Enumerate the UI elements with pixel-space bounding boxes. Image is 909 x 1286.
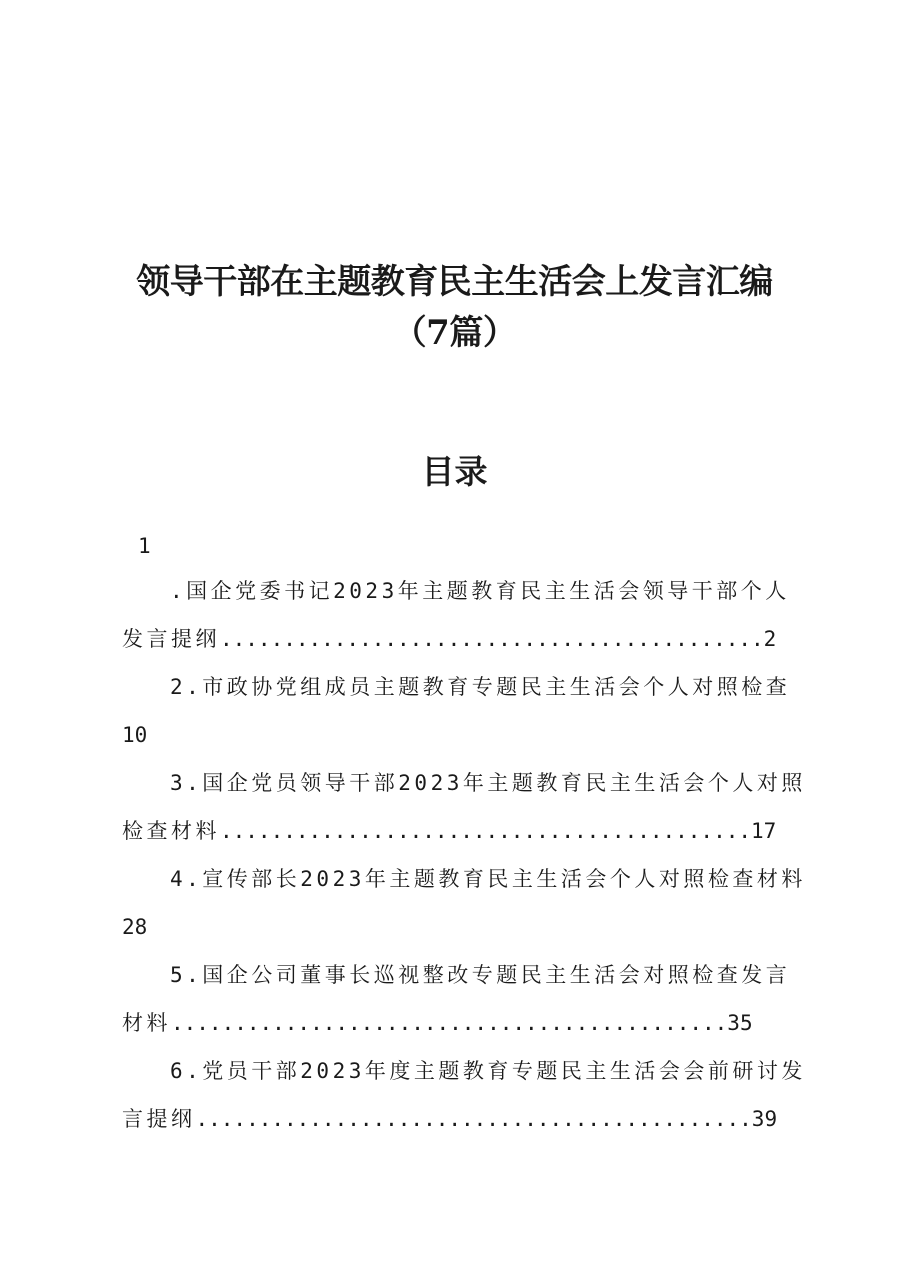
toc-entry-6-page: 39 (751, 1107, 778, 1131)
toc-entry-5-line1[interactable]: 5.国企公司董事长巡视整改专题民主生活会对照检查发言 (170, 963, 791, 987)
toc-entry-3-dots: .......................................... (220, 819, 752, 843)
toc-entry-1-page: 2 (763, 627, 777, 651)
toc-number-1: 1 (138, 534, 151, 558)
toc-entry-6-dots: ............................................ (195, 1107, 752, 1131)
toc-entry-5-dots: ............................................ (171, 1011, 728, 1035)
toc-entry-3-line2[interactable] (122, 821, 776, 842)
toc-entry-2-page: 10 (122, 723, 148, 747)
toc-heading: 目录 (421, 452, 488, 491)
toc-entry-5-line2[interactable] (122, 1013, 753, 1034)
toc-entry-6-text: 言提纲 (122, 1107, 196, 1131)
toc-entry-3-text: 检查材料 (122, 819, 220, 843)
toc-entry-1-line1[interactable]: .国企党委书记2023年主题教育民主生活会领导干部个人 (170, 579, 790, 603)
toc-entry-6-line1[interactable]: 6.党员干部2023年度主题教育专题民主生活会会前研讨发 (170, 1059, 806, 1083)
document-title: 领导干部在主题教育民主生活会上发言汇编 (136, 262, 773, 302)
toc-entry-6-line2[interactable] (122, 1109, 777, 1130)
toc-entry-2-line1[interactable]: 2.市政协党组成员主题教育专题民主生活会个人对照检查 (170, 675, 791, 699)
toc-entry-3-page: 17 (751, 819, 777, 843)
toc-entry-5-page: 35 (727, 1011, 753, 1035)
document-subtitle: （7篇） (392, 313, 517, 353)
toc-entry-1-dots: ........................................... (220, 627, 764, 651)
toc-entry-3-line1[interactable]: 3.国企党员领导干部2023年主题教育民主生活会个人对照 (170, 771, 806, 795)
toc-entry-5-text: 材料 (122, 1011, 171, 1035)
toc-entry-4-line1[interactable]: 4.宣传部长2023年主题教育民主生活会个人对照检查材料 (170, 867, 806, 891)
toc-entry-4-page: 28 (122, 915, 148, 939)
toc-entry-1-line2[interactable] (122, 629, 776, 650)
toc-entry-1-text: 发言提纲 (122, 627, 220, 651)
